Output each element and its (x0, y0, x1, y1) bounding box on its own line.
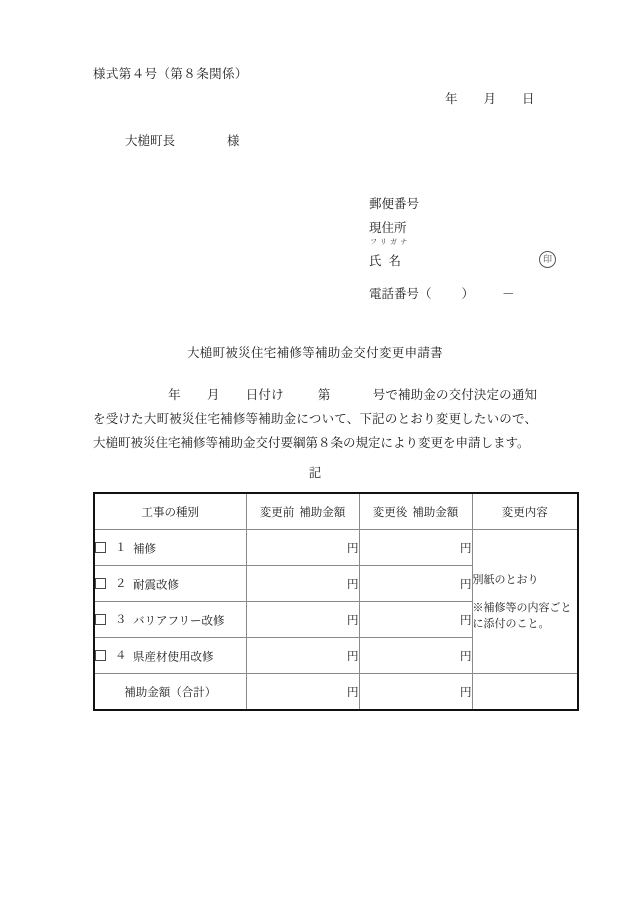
address-label: 現住所 (369, 221, 407, 235)
row-type-seismic: ２ 耐震改修 (94, 566, 246, 602)
cell-after-seismic[interactable]: 円 (359, 566, 472, 602)
table-header-row (94, 493, 578, 530)
cell-before-barrier-free[interactable]: 円 (246, 602, 359, 638)
date-day-label: 日 (522, 92, 535, 106)
header-after-amount: 変更後 補助金額 (359, 493, 472, 530)
note-line-2: ※補修等の内容ごとに添付のこと。 (472, 601, 572, 630)
furigana-label: フリガナ (370, 238, 411, 246)
cell-before-local-timber[interactable]: 円 (246, 638, 359, 674)
cell-after-total[interactable]: 円 (359, 674, 472, 711)
header-work-type: 工事の種別 (94, 493, 246, 530)
applicant-block (369, 192, 552, 306)
name-row (369, 238, 552, 274)
subsidy-table-wrapper (93, 492, 577, 711)
postal-code-label: 郵便番号 (369, 197, 420, 211)
subsidy-change-table (93, 492, 579, 711)
date-month-label: 月 (483, 92, 497, 106)
checkbox-barrier-free[interactable] (95, 614, 106, 625)
name-label: 氏 名 (369, 254, 402, 268)
table-total-row (94, 674, 578, 711)
body-month-label: 月 (206, 388, 220, 402)
telephone-label: 電話番号（ ） － (369, 287, 515, 301)
body-line2: 町被災住宅補修等補助金について、下記のとおり変更したいので、大槌町被災住宅補修 (93, 412, 537, 450)
checkbox-local-timber[interactable] (95, 650, 106, 661)
row-type-barrier-free: ３ バリアフリー改修 (94, 602, 246, 638)
date-year-label: 年 (445, 92, 458, 106)
page-title: 大槌町被災住宅補修等補助金交付変更申請書 (186, 346, 443, 360)
addressee-name: 大槌町長 (125, 134, 176, 148)
cell-after-repair[interactable]: 円 (359, 530, 472, 566)
note-line-1: 別紙のとおり (472, 573, 539, 586)
row-type-repair: １ 補修 (94, 530, 246, 566)
body-line3: 等補助金交付要綱第８条の規定により変更を申請します。 (205, 436, 530, 450)
row-type-total: 補助金額（合計） (94, 674, 246, 711)
checkbox-seismic[interactable] (95, 578, 106, 589)
form-code: 様式第４号（第８条関係） (93, 67, 248, 81)
checkbox-repair[interactable] (95, 542, 106, 553)
date-line (445, 89, 535, 107)
cell-total-note-blank (472, 674, 578, 711)
address-row (369, 216, 515, 240)
cell-before-total[interactable]: 円 (246, 674, 359, 711)
ki-mark: 記 (308, 466, 322, 480)
row-type-local-timber: ４ 県産材使用改修 (94, 638, 246, 674)
addressee (125, 131, 240, 149)
cell-after-local-timber[interactable]: 円 (359, 638, 472, 674)
cell-after-barrier-free[interactable]: 円 (359, 602, 472, 638)
body-paragraph (93, 383, 537, 455)
cell-before-repair[interactable]: 円 (246, 530, 359, 566)
seal-stamp-icon: 印 (539, 251, 556, 268)
body-line1-tail: 号で補助金の交付決定の通知を受けた大 (93, 388, 537, 426)
header-before-amount: 変更前 補助金額 (246, 493, 359, 530)
postal-code-row (369, 192, 515, 216)
header-change-detail: 変更内容 (472, 493, 578, 530)
table-row (94, 530, 578, 566)
body-number-prefix: 第 (317, 388, 331, 402)
body-day-label: 日付け (245, 388, 284, 402)
addressee-honorific: 様 (227, 134, 240, 148)
cell-before-seismic[interactable]: 円 (246, 566, 359, 602)
cell-change-detail-note (472, 530, 578, 674)
telephone-row (369, 282, 515, 306)
body-year-label: 年 (168, 388, 181, 402)
